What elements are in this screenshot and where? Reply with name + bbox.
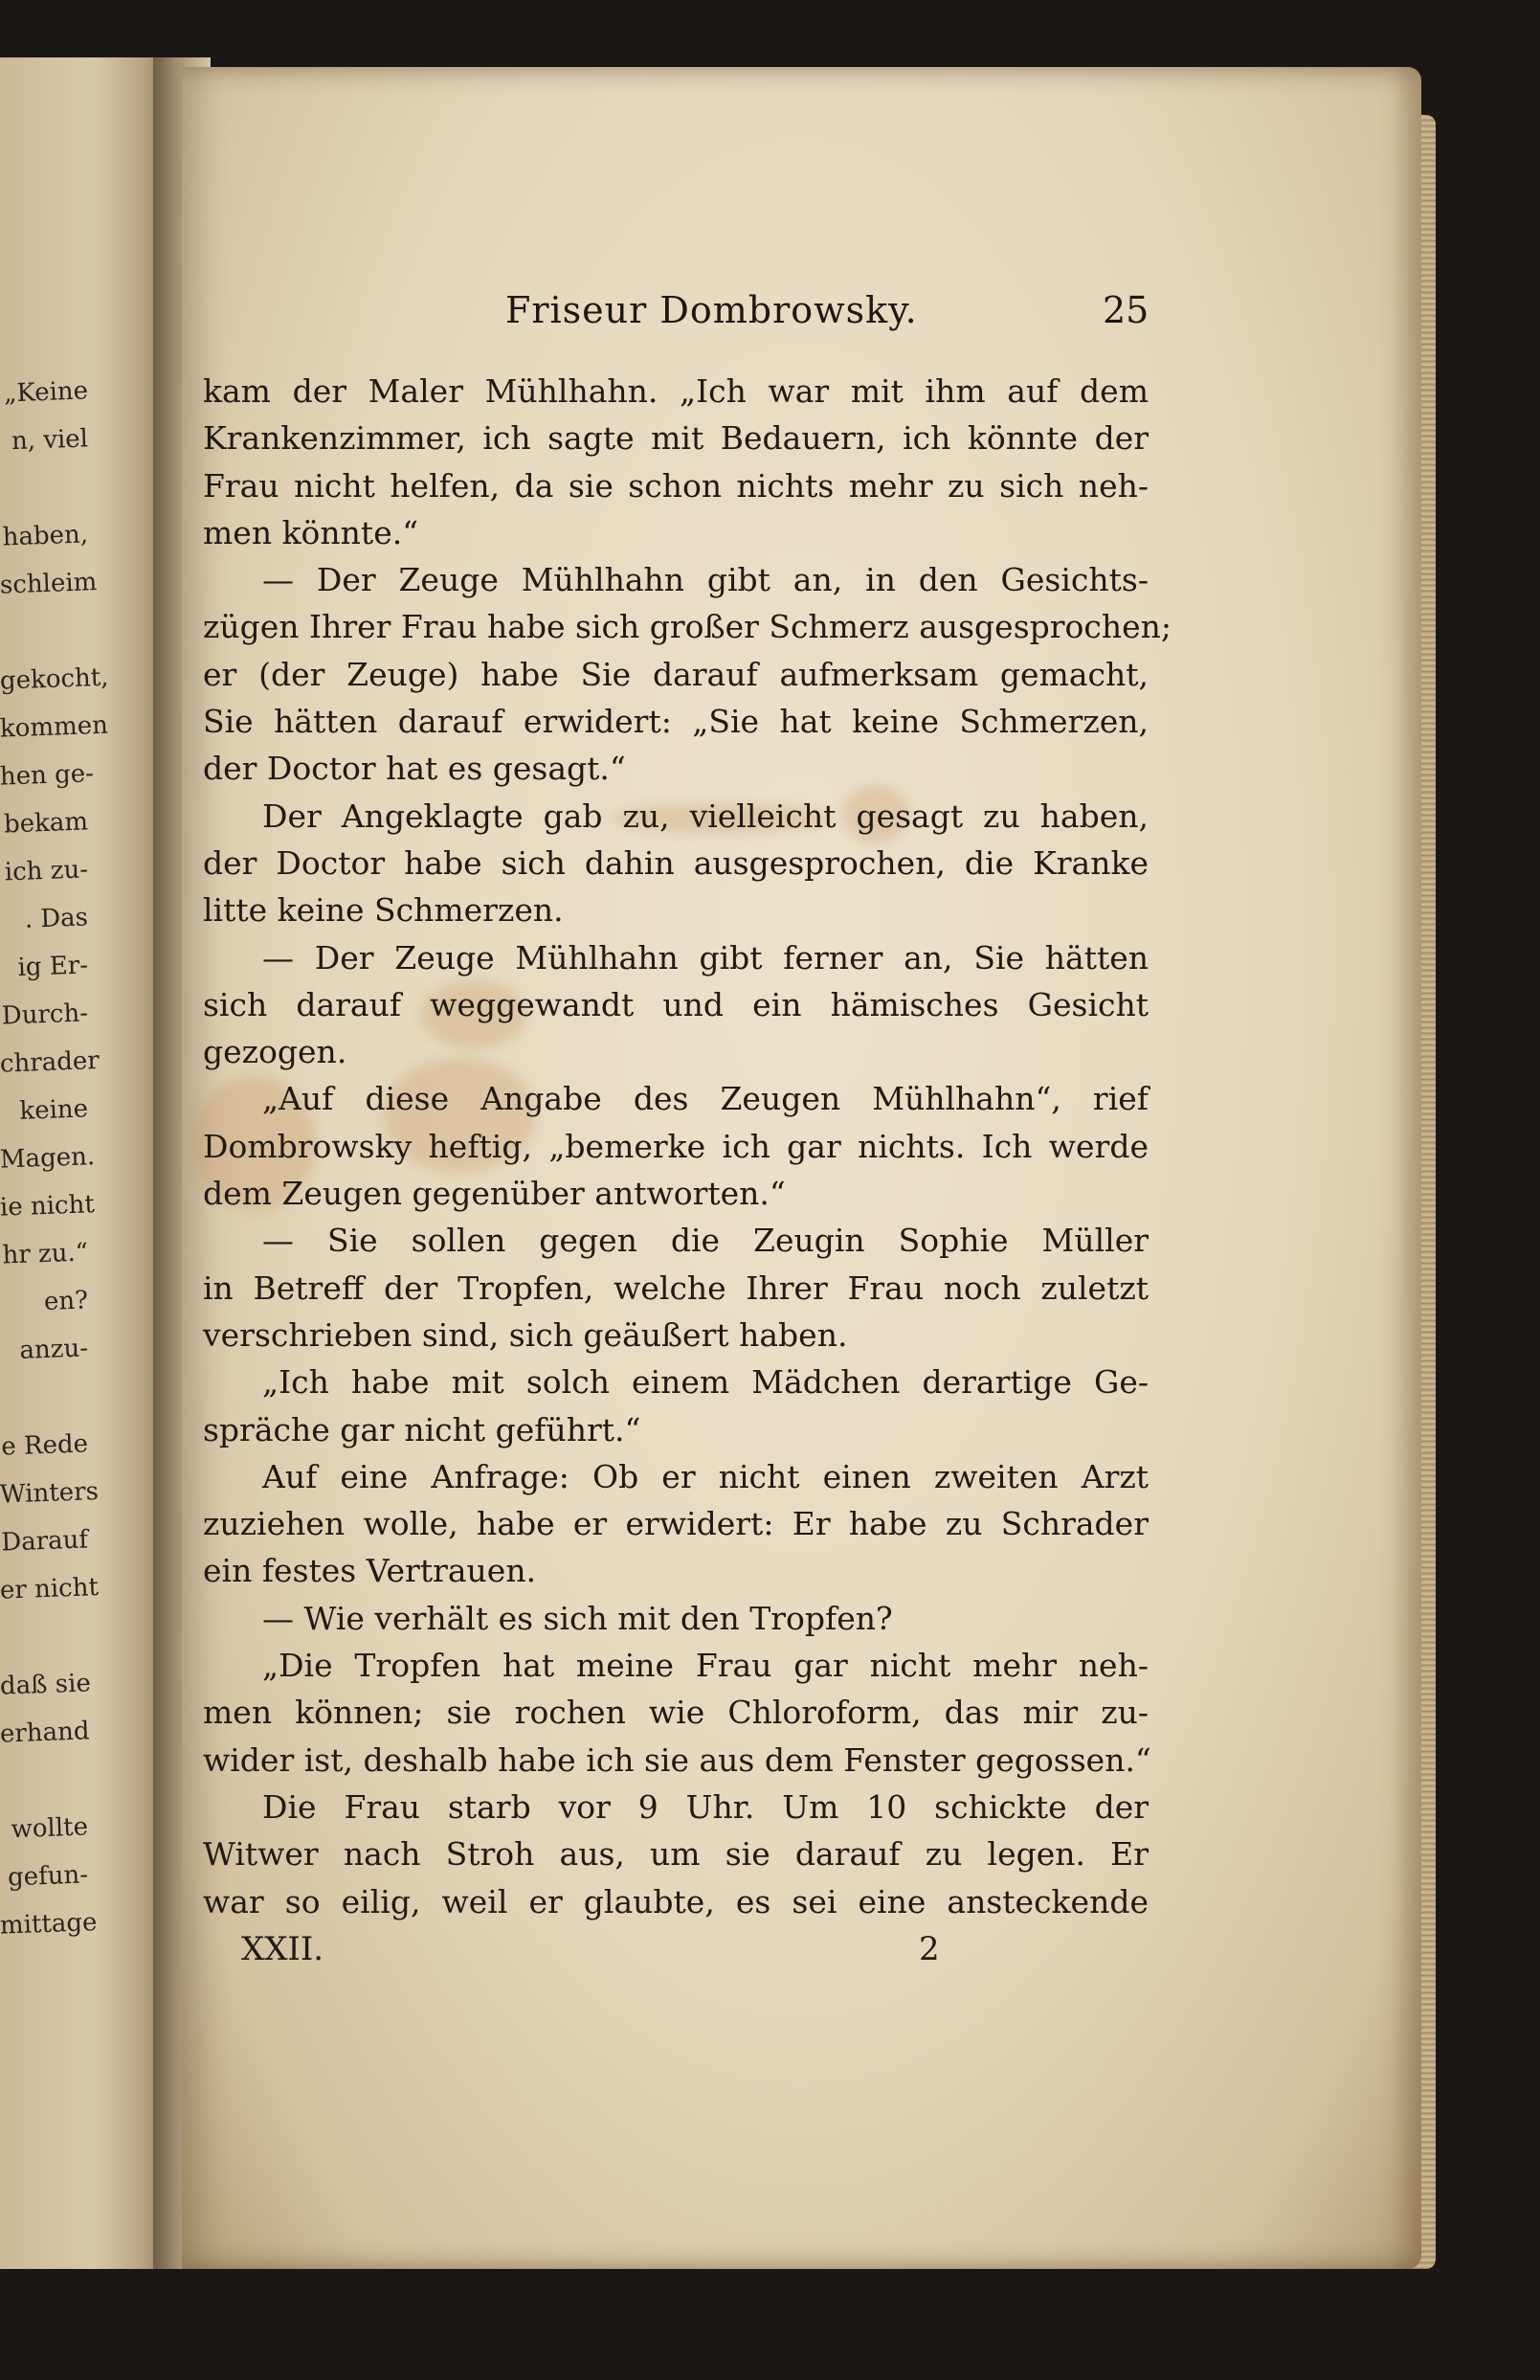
facing-page-line: Magen. [0,1142,96,1175]
text-line: „Ich habe mit solch einem Mädchen derartige Ge- [262,1363,1149,1402]
text-line: litte keine Schmerzen. [203,891,564,930]
text-line: wider ist, deshalb habe ich sie aus dem Fenster gegossen.“ [203,1740,1151,1779]
facing-page-line: gefun- [7,1860,89,1893]
text-line: zügen Ihrer Frau habe sich großer Schmerz ausgesprochen; [203,608,1172,646]
text-line: Witwer nach Stroh aus, um sie darauf zu legen. Er [203,1835,1149,1874]
facing-page-line: chrader [0,1045,100,1079]
facing-page-line: er nicht [0,1573,100,1605]
text-line: dem Zeugen gegenüber antworten.“ [203,1175,786,1213]
facing-page-line: ich zu- [4,855,89,887]
facing-page-line [0,1611,89,1662]
facing-page-line: schleim [0,568,98,600]
text-line: — Der Zeuge Mühlhahn gibt an, in den Gesichts- [262,561,1149,599]
text-line: Dombrowsky heftig, „bemerke ich gar nichts. Ich werde [203,1127,1149,1165]
facing-page-line: bekam [3,807,89,840]
text-line: Frau nicht helfen, da sie schon nichts mehr zu sich neh- [203,466,1149,505]
facing-page-line: Durch- [1,999,89,1031]
facing-page-left [0,57,167,2269]
facing-page-line: „Keine [3,376,89,409]
body-text [203,368,1172,1925]
page-number: 25 [1103,289,1149,331]
facing-page-line: e Rede [0,1429,89,1462]
facing-page-line [0,462,89,513]
facing-page-line: n, viel [11,424,89,457]
running-title: Friseur Dombrowsky. [505,289,918,331]
text-line: der Doctor habe sich dahin ausgesprochen, die Kranke [203,843,1149,882]
text-line: er (der Zeuge) habe Sie darauf aufmerksam gemacht, [203,655,1149,693]
text-line: — Der Zeuge Mühlhahn gibt ferner an, Sie hätten [262,938,1149,977]
text-line: Sie hätten darauf erwidert: „Sie hat keine Schmerzen, [203,703,1149,741]
text-line: men könnte.“ [203,513,419,551]
text-line: kam der Maler Mühlhahn. „Ich war mit ihm auf dem [203,372,1149,410]
text-line: men können; sie rochen wie Chloroform, das mir zu- [203,1694,1149,1732]
facing-page-line: keine [18,1094,89,1126]
printer-signature: XXII. [241,1930,324,1968]
facing-page-line [0,1372,89,1423]
text-line: zuziehen wolle, habe er erwidert: Er habe zu Schrader [203,1505,1149,1543]
facing-page-line: daß sie [0,1669,92,1701]
text-line: spräche gar nicht geführt.“ [203,1410,641,1448]
facing-page-line: wollte [11,1812,89,1845]
facing-page-line: haben, [2,520,89,552]
text-line: verschrieben sind, sich geäußert haben. [203,1315,848,1354]
facing-page-line [0,606,89,657]
facing-page-line: . Das [24,903,89,934]
facing-page-line [0,1755,89,1806]
text-line: Auf eine Anfrage: Ob er nicht einen zweiten Arzt [262,1457,1149,1495]
facing-page-text [0,369,109,1948]
facing-page-line: anzu- [19,1334,89,1365]
facing-page-line: ig Er- [17,951,89,982]
facing-page-line: ie nicht [0,1190,96,1223]
text-line: Der Angeklagte gab zu, vielleicht gesagt zu haben, [262,797,1149,835]
text-line: Krankenzimmer, ich sagte mit Bedauern, ich könnte der [203,419,1149,458]
text-line: sich darauf weggewandt und ein hämisches Gesicht [203,985,1149,1023]
facing-page-line: kommen [0,710,109,744]
text-line: in Betreff der Tropfen, welche Ihrer Frau noch zuletzt [203,1269,1149,1307]
facing-page-line: erhand [0,1717,90,1749]
text-line: der Doctor hat es gesagt.“ [203,750,626,788]
facing-page-line: Darauf [0,1525,89,1558]
text-line: „Auf diese Angabe des Zeugen Mühlhahn“, rief [262,1080,1149,1118]
text-line: gezogen. [203,1033,347,1071]
facing-page-line: hr zu.“ [2,1238,89,1270]
text-line: „Die Tropfen hat meine Frau gar nicht mehr neh- [262,1647,1149,1685]
facing-page-line: Winters [0,1477,100,1510]
text-line: — Sie sollen gegen die Zeugin Sophie Müller [262,1222,1149,1260]
sheet-number: 2 [919,1930,940,1968]
facing-page-line: hen ge- [0,759,95,792]
facing-page-line: en? [43,1286,89,1316]
facing-page-line: gekocht, [0,662,109,696]
text-line: war so eilig, weil er glaubte, es sei eine ansteckende [203,1882,1149,1920]
text-line: — Wie verhält es sich mit den Tropfen? [262,1599,893,1637]
facing-page-line: mittage [0,1908,98,1941]
text-line: Die Frau starb vor 9 Uhr. Um 10 schickte der [262,1787,1149,1826]
text-line: ein festes Vertrauen. [203,1552,537,1590]
